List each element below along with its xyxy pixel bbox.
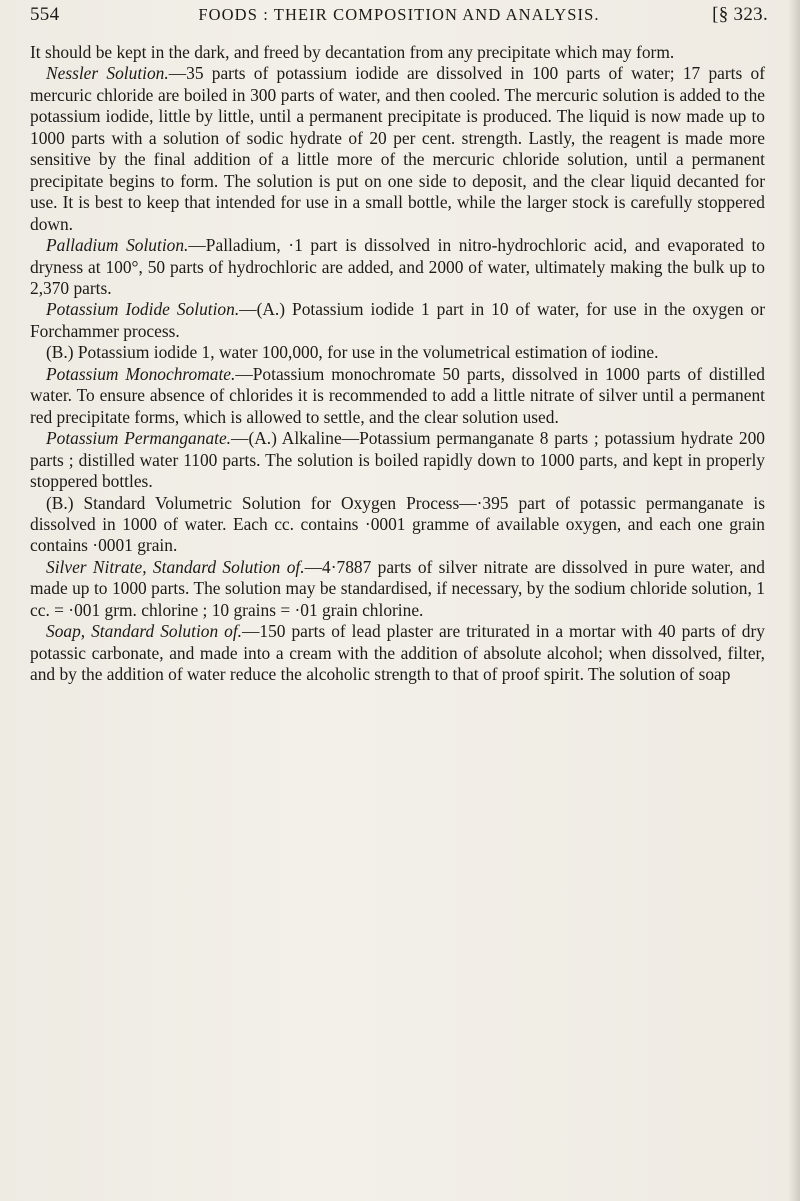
paragraph-permanganate-b xyxy=(30,493,765,557)
page-edge-shadow xyxy=(788,0,800,1201)
paragraph-text: —150 parts of lead plaster are triturated in a mortar with 40 parts of dry potassic carbonate, and made into a cream with the addition of absolute alcohol; when dissolved, filter, and by the addition of water reduce the alcoholic strength to that of proof spirit. The solution of soap xyxy=(30,621,765,685)
paragraph-lead: Nessler Solution. xyxy=(46,63,169,84)
running-title: FOODS : THEIR COMPOSITION AND ANALYSIS. xyxy=(198,5,600,24)
paragraph-lead: Palladium Solution. xyxy=(46,235,189,256)
paragraph-palladium xyxy=(30,235,765,299)
paragraph-silver-nitrate xyxy=(30,557,765,621)
paragraph-lead: Potassium Iodide Solution. xyxy=(46,299,240,320)
body-text xyxy=(30,42,765,686)
paragraph-text: (B.) Potassium iodide 1, water 100,000, for use in the volumetrical estimation of iodine. xyxy=(46,342,659,363)
paragraph xyxy=(30,42,765,63)
paragraph-monochromate xyxy=(30,364,765,428)
paragraph-text: It should be kept in the dark, and freed by decantation from any precipitate which may form. xyxy=(30,42,675,62)
paragraph-text: —Potassium monochromate 50 parts, dissolved in 1000 parts of distilled water. To ensure absence of chlorides it is recommended to add a little nitrate of silver until a permanent red precipitate forms, which is allowed to settle, and the clear solution used. xyxy=(30,363,765,427)
paragraph-text: (B.) Standard Volumetric Solution for Oxygen Process—·395 part of potassic permanganate is dissolved in 1000 of water. Each cc. contains ·0001 gramme of available oxygen, and each one grain contains ·0001 grain. xyxy=(30,492,765,556)
running-header xyxy=(30,4,768,34)
paragraph-text: —(A.) Alkaline—Potassium permanganate 8 parts ; potassium hydrate 200 parts ; distilled water 1100 parts. The solution is boiled rapidly down to 1000 parts, and kept in properly stoppered bottles. xyxy=(30,428,765,492)
paragraph-nessler xyxy=(30,63,765,235)
paragraph-potassium-iodide-a xyxy=(30,299,765,342)
paragraph-potassium-iodide-b xyxy=(30,342,765,363)
page-number: 554 xyxy=(30,4,60,25)
paragraph-lead: Silver Nitrate, Standard Solution of. xyxy=(46,556,305,577)
paragraph-text: —Palladium, ·1 part is dissolved in nitro-hydrochloric acid, and evaporated to dryness at 100°, 50 parts of hydrochloric are added, and 2000 of water, ultimately making the bulk up to 2,370 parts. xyxy=(30,235,765,298)
paragraph-text: —35 parts of potassium iodide are dissolved in 100 parts of water; 17 parts of mercuric chloride are boiled in 300 parts of water, and then cooled. The mercuric solution is added to the potassium iodide, little by little, until a permanent precipitate is produced. The liquid is now made up to 1000 parts with a solution of sodic hydrate of 20 per cent. strength. Lastly, the reagent is made more sensitive by the final addition of a little more of the mercuric chloride solution, until a permanent precipitate begins to form. The solution is put on one side to deposit, and the clear liquid decanted for use. It is best to keep that intended for use in a small bottle, while the larger stock is carefully stoppered down. xyxy=(30,63,766,234)
section-reference: [§ 323. xyxy=(712,4,768,25)
paragraph-text: —(A.) Potassium iodide 1 part in 10 of water, for use in the oxygen or Forchammer process. xyxy=(30,299,765,341)
paragraph-soap xyxy=(30,621,765,685)
paragraph-lead: Potassium Monochromate. xyxy=(46,363,236,384)
paragraph-text: —4·7887 parts of silver nitrate are dissolved in pure water, and made up to 1000 parts. The solution may be standardised, if necessary, by the sodium chloride solution, 1 cc. = ·001 grm. chlorine ; 10 grains = ·01 grain chlorine. xyxy=(30,556,765,620)
paragraph-lead: Potassium Permanganate. xyxy=(46,428,232,449)
paragraph-lead: Soap, Standard Solution of. xyxy=(46,621,243,642)
paragraph-permanganate-a xyxy=(30,428,765,492)
